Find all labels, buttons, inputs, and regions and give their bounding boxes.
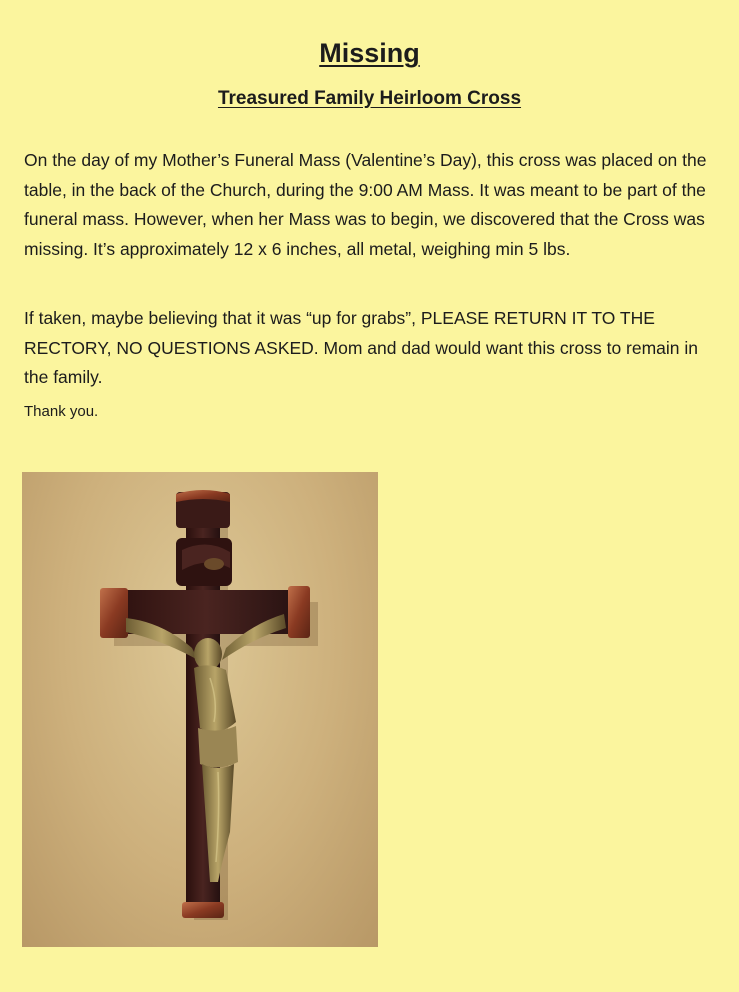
- crucifix-illustration: [22, 472, 378, 947]
- request-paragraph: If taken, maybe believing that it was “up for grabs”, PLEASE RETURN IT TO THE RECTORY, NO QUESTIONS ASKED. Mom and dad would want this cross to remain in the family.: [24, 308, 699, 387]
- inri-plaque: [176, 490, 232, 586]
- crucifix-photo: [22, 472, 378, 947]
- page-title: Missing: [319, 38, 420, 69]
- closing-text: Thank you.: [24, 403, 99, 420]
- page-subtitle: Treasured Family Heirloom Cross: [217, 87, 522, 109]
- description-paragraph: On the day of my Mother’s Funeral Mass (Valentine’s Day), this cross was placed on the table, in the back of the Church, during the 9:00 AM Mass. It was meant to be part of the funeral mass. However, when her Mass was to begin, we discovered that the Cross was missing. It’s approximately 12 x 6 inches, all metal, weighing min 5 lbs.: [24, 150, 707, 259]
